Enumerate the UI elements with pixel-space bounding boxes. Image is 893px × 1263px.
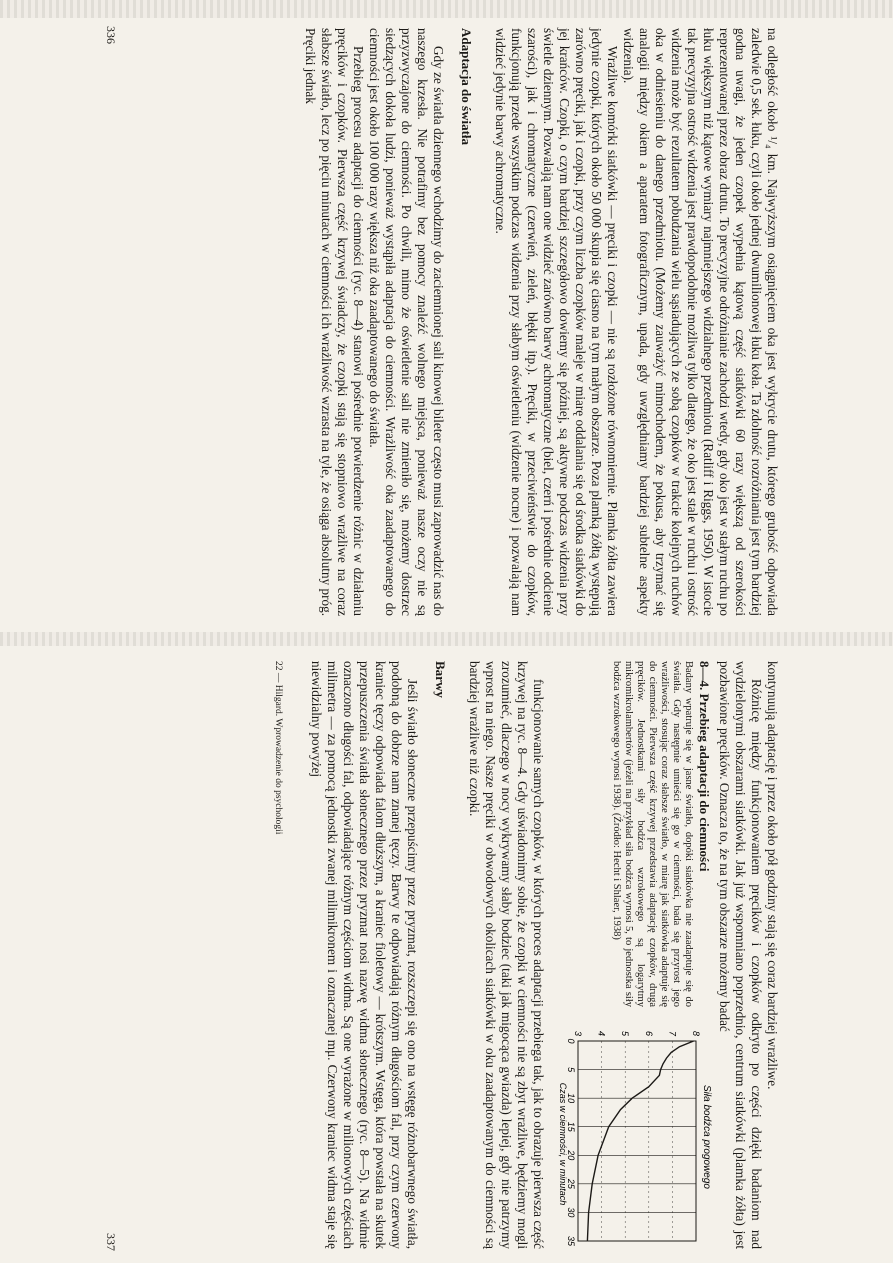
scan-artifact-top (0, 0, 893, 18)
section-title: Barwy (433, 661, 448, 698)
y-tick-label: 4 (596, 1030, 607, 1036)
page-336-column (302, 22, 780, 622)
page-number: 336 (104, 26, 118, 44)
x-tick-label: 20 (566, 1150, 576, 1161)
page-337 (90, 655, 780, 1255)
x-tick-label: 5 (566, 1067, 576, 1073)
paragraph: na odległość około ¹/₄ km. Najwyższym osiągnięciem oka jest wykrycie drutu, którego grubość odpowiada zaledwie 0,5 sek. łuku, czyli około jednej dwumilionowej łuku koła. Ta zdolność rozróżniania jest tym bardziej godna uwagi, że jeden czopek wypełnia kątową część siatkówki 60 razy większą od szerokości reprezentowanej przez obraz drutu. To precyzyjne odróżnianie zachodzi wtedy, gdy oko jest w stałym ruchu po łuku większym niż kątowe wymiary najmniejszego widzialnego przedmiotu (Ratliff i Riggs, 1950). W istocie tak precyzyjna ostrość widzenia jest prawdopodobnie możliwa tylko dlatego, że oko jest stale w ruchu i ostrość widzenia może być rezultatem pobudzania wielu sąsiadujących ze sobą czopków w trakcie kolejnych ruchów oka w odniesieniu do danego przedmiotu. (Możemy zauważyć mimochodem, że pokusa, aby trzymać się analogii między okiem a aparatem fotograficznym, upada, gdy uwzględniamy bardziej subtelne aspekty widzenia). (621, 28, 780, 616)
x-tick-label: 35 (566, 1235, 576, 1247)
paragraph: Gdy ze światła dziennego wchodzimy do zaciemnionej sali kinowej bileter często musi zaprowadzić nas do naszego krzesła. Nie potrafimy bez pomocy znaleźć wolnego miejsca, ponieważ nasze oczy nie są przyzwyczajone do ciemności. Po chwili, mimo że oświetlenie sali nie zmieniło się, możemy dostrzec siedzących dokoła ludzi, ponieważ wystąpiła adaptacja do ciemności. Wrażliwość oka zaadaptowanego do ciemności jest około 100 000 razy większa niż oka zaadaptowanego do światła. (367, 28, 446, 616)
paragraph: Różnicę między funkcjonowaniem pręcików i czopków odkryto po części dzięki badaniom nad wydzielonymi obszarami siatkówki. Jak już wspomniano poprzednio, centrum siatkówki (plamka żółta) jest pozbawione pręcików. Oznacza to, że na tym obszarze możemy badać (717, 661, 764, 1249)
y-tick-label: 7 (667, 1030, 678, 1036)
section-title: Adaptacja do światła (459, 28, 474, 146)
figure-caption: Badany wpatruje się w jasne światło, dopóki siatkówka nie zaadaptuje się do światła. Gdy następnie umieści się go w ciemności, bada się przyrost jego wrażliwości, stosując coraz słabsze światło, w miarę jak siatkówka adaptuje się do ciemności. Pierwsza część krzywej przedstawia adaptację czopków, druga pręcików. Jednostkami siły bodźca wzrokowego są logarytmy mikromikrolambertów (jeżeli na przykład siła bodźca wynosi 5, to jednostka siły bodźca wzrokowego wynosi 1938). (Źródło: Hecht i Shlaer, 1938) (611, 661, 694, 1007)
paragraph: Jeśli światło słoneczne przepuścimy przez pryzmat, rozszczepi się ono na wstęgę różnobarwnego światła, podobną do dobrze nam znanej tęczy. Barwy te odpowiadają różnym długościom fal, przy czym czerwony kraniec tęczy odpowiada falom dłuższym, a kraniec fioletowy — krótszym. Wstęga, która powstała na skutek przepuszczenia światła słonecznego przez pryzmat nosi nazwę widma słonecznego (ryc. 8—5). Na widmie oznaczono długości fal, odpowiadające różnym częściom widma. Są one wyrażone w milionowych częściach milimetra — za pomocą jednostki zwanej milimikronem i oznaczanej mμ. Czerwony kraniec widma staje się niewidzialny powyżej (309, 661, 420, 1249)
x-tick-label: 15 (566, 1121, 576, 1132)
paragraph: kontynuują adaptację i przez około pół godziny stają się coraz bardziej wrażliwe. (765, 661, 780, 1090)
x-tick-label: 25 (566, 1178, 576, 1189)
footnote: 22 — Hilgard. Wprowadzenie do psychologii (273, 661, 283, 835)
y-tick-label: 6 (643, 1030, 654, 1036)
x-tick-label: 30 (566, 1207, 576, 1218)
x-tick-label: 0 (566, 1038, 576, 1044)
dark-adaptation-chart (556, 1019, 716, 1249)
y-tick-label: 5 (620, 1030, 631, 1036)
figure-8-4 (552, 1019, 716, 1249)
paragraph: funkcjonowanie samych czopków, w których proces adaptacji przebiega tak, jak to obrazuje pierwsza część krzywej na ryc. 8—4. Gdy uświadomimy sobie, że czopki w ciemności nie są zbyt wrażliwe, będziemy mogli zrozumieć, dlaczego w nocy wykrywamy słaby bodziec (taki jak migocąca gwiazda) lepiej, gdy nie patrzymy wprost na niego. Nasze pręciki w obwodowych okolicach siatkówki w oku zaadaptowanym do ciemności są bardziej wrażliwe niż czopki. (467, 661, 546, 1249)
chart-title: Siła bodźca progowego (701, 1085, 712, 1189)
plot-frame (578, 1041, 696, 1241)
page-337-column (270, 655, 780, 1255)
adaptation-curve (587, 1041, 693, 1241)
chart-x-label: Czas w ciemności, w minutach (558, 1082, 568, 1206)
page-number: 337 (104, 1233, 118, 1251)
y-tick-label: 8 (691, 1030, 701, 1036)
paragraph: Wrażliwe komórki siatkówki — pręciki i czopki — nie są rozłożone równomiernie. Plamka żółta zawiera jedynie czopki, których około 50 000 skupia się ciasno na tym małym obszarze. Poza plamką żółtą występują zarówno pręciki, jak i czopki, przy czym liczba czopków maleje w miarę oddalania się od środka siatkówki do jej krańców. Czopki, o czym bardziej szczegółowo dowiemy się później, są aktywne podczas widzenia przy świetle dziennym. Pozwalają nam one widzieć zarówno barwy achromatyczne (biel, czerń i pośrednie odcienie szarości), jak i chromatyczne (czerwień, zieleń, błękit itp.). Pręciki, w przeciwieństwie do czopków, funkcjonują przede wszystkim podczas widzenia przy słabym oświetleniu (widzenie nocne) i pozwalają nam widzieć jedynie barwy achromatyczne. (493, 28, 620, 616)
scan-artifact-middle (0, 632, 893, 646)
figure-title: 8—4. Przebieg adaptacji do ciemności (697, 661, 712, 872)
y-tick-label: 3 (573, 1030, 583, 1036)
paragraph: Przebieg procesu adaptacji do ciemności (ryc. 8—4) stanowi pośrednie potwierdzenie różnic w działaniu pręcików i czopków. Pierwsza część krzywej świadczy, że czopki stają się stopniowo wrażliwe na coraz słabsze światło, lecz po pięciu minutach w ciemności ich wrażliwość wzrasta na tyle, że osiąga absolutny próg. Pręciki jednak (303, 28, 366, 616)
x-tick-label: 10 (566, 1093, 576, 1104)
page-336 (90, 22, 780, 622)
